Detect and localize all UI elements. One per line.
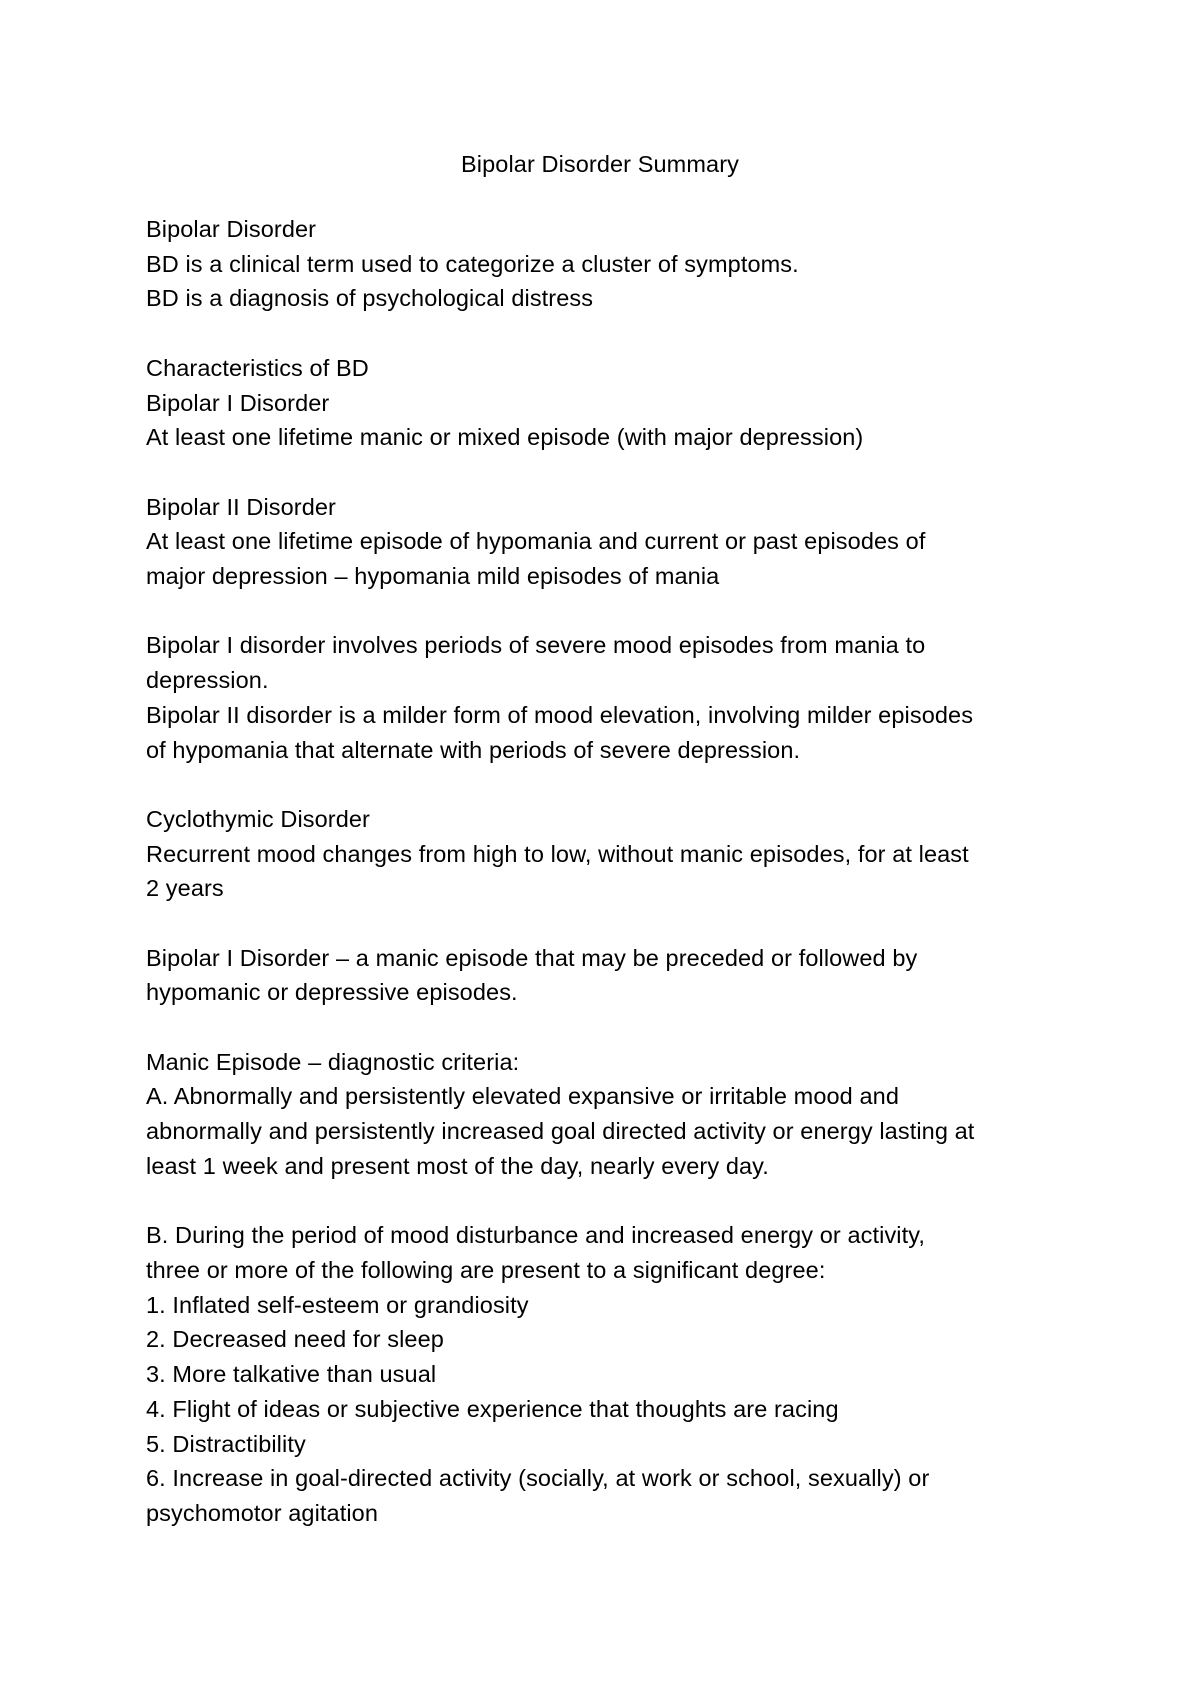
text-line: Characteristics of BD	[146, 354, 369, 381]
text-line: Bipolar I Disorder – a manic episode that may be preceded or followed by	[146, 944, 918, 971]
blank-line	[146, 316, 1076, 351]
text-line: 3. More talkative than usual	[146, 1361, 437, 1388]
text-line: of hypomania that alternate with periods of severe depression.	[146, 736, 801, 763]
text-line: 5. Distractibility	[146, 1430, 306, 1457]
text-line: Bipolar II disorder is a milder form of mood elevation, involving milder episodes	[146, 701, 974, 728]
text-line: 2. Decreased need for sleep	[146, 1326, 444, 1353]
text-line: least 1 week and present most of the day, nearly every day.	[146, 1152, 769, 1179]
document-title: Bipolar Disorder Summary	[461, 151, 739, 177]
text-line: BD is a diagnosis of psychological distress	[146, 285, 594, 312]
text-line: 4. Flight of ideas or subjective experience that thoughts are racing	[146, 1395, 839, 1422]
text-line: psychomotor agitation	[146, 1499, 379, 1526]
text-line: Bipolar II Disorder	[146, 493, 336, 520]
blank-line	[146, 767, 1076, 802]
text-line: Bipolar I disorder involves periods of severe mood episodes from mania to	[146, 632, 926, 659]
blank-line	[146, 1184, 1076, 1219]
text-line: A. Abnormally and persistently elevated expansive or irritable mood and	[146, 1083, 899, 1110]
text-line: 2 years	[146, 875, 224, 902]
text-line: major depression – hypomania mild episodes of mania	[146, 563, 720, 589]
blank-line	[146, 906, 1076, 941]
text-line: abnormally and persistently increased goal directed activity or energy lasting at	[146, 1118, 975, 1145]
blank-line	[146, 455, 1076, 490]
text-line: 6. Increase in goal-directed activity (socially, at work or school, sexually) or	[146, 1465, 930, 1492]
text-line: three or more of the following are present to a significant degree:	[146, 1256, 826, 1283]
text-line: B. During the period of mood disturbance and increased energy or activity,	[146, 1222, 925, 1249]
text-line: Recurrent mood changes from high to low, without manic episodes, for at least	[146, 840, 969, 867]
document-body	[146, 212, 1076, 1531]
text-line: Bipolar I Disorder	[146, 389, 330, 416]
text-line: Bipolar Disorder	[146, 216, 317, 242]
text-line: Cyclothymic Disorder	[146, 805, 370, 832]
text-line: hypomanic or depressive episodes.	[146, 979, 518, 1006]
blank-line	[146, 1010, 1076, 1045]
text-line: At least one lifetime episode of hypomania and current or past episodes of	[146, 528, 926, 555]
text-line: 1. Inflated self-esteem or grandiosity	[146, 1291, 529, 1318]
text-line: BD is a clinical term used to categorize a cluster of symptoms.	[146, 250, 799, 277]
text-line: Manic Episode – diagnostic criteria:	[146, 1048, 520, 1075]
text-line: depression.	[146, 667, 269, 694]
blank-line	[146, 594, 1076, 629]
text-line: At least one lifetime manic or mixed episode (with major depression)	[146, 424, 864, 451]
